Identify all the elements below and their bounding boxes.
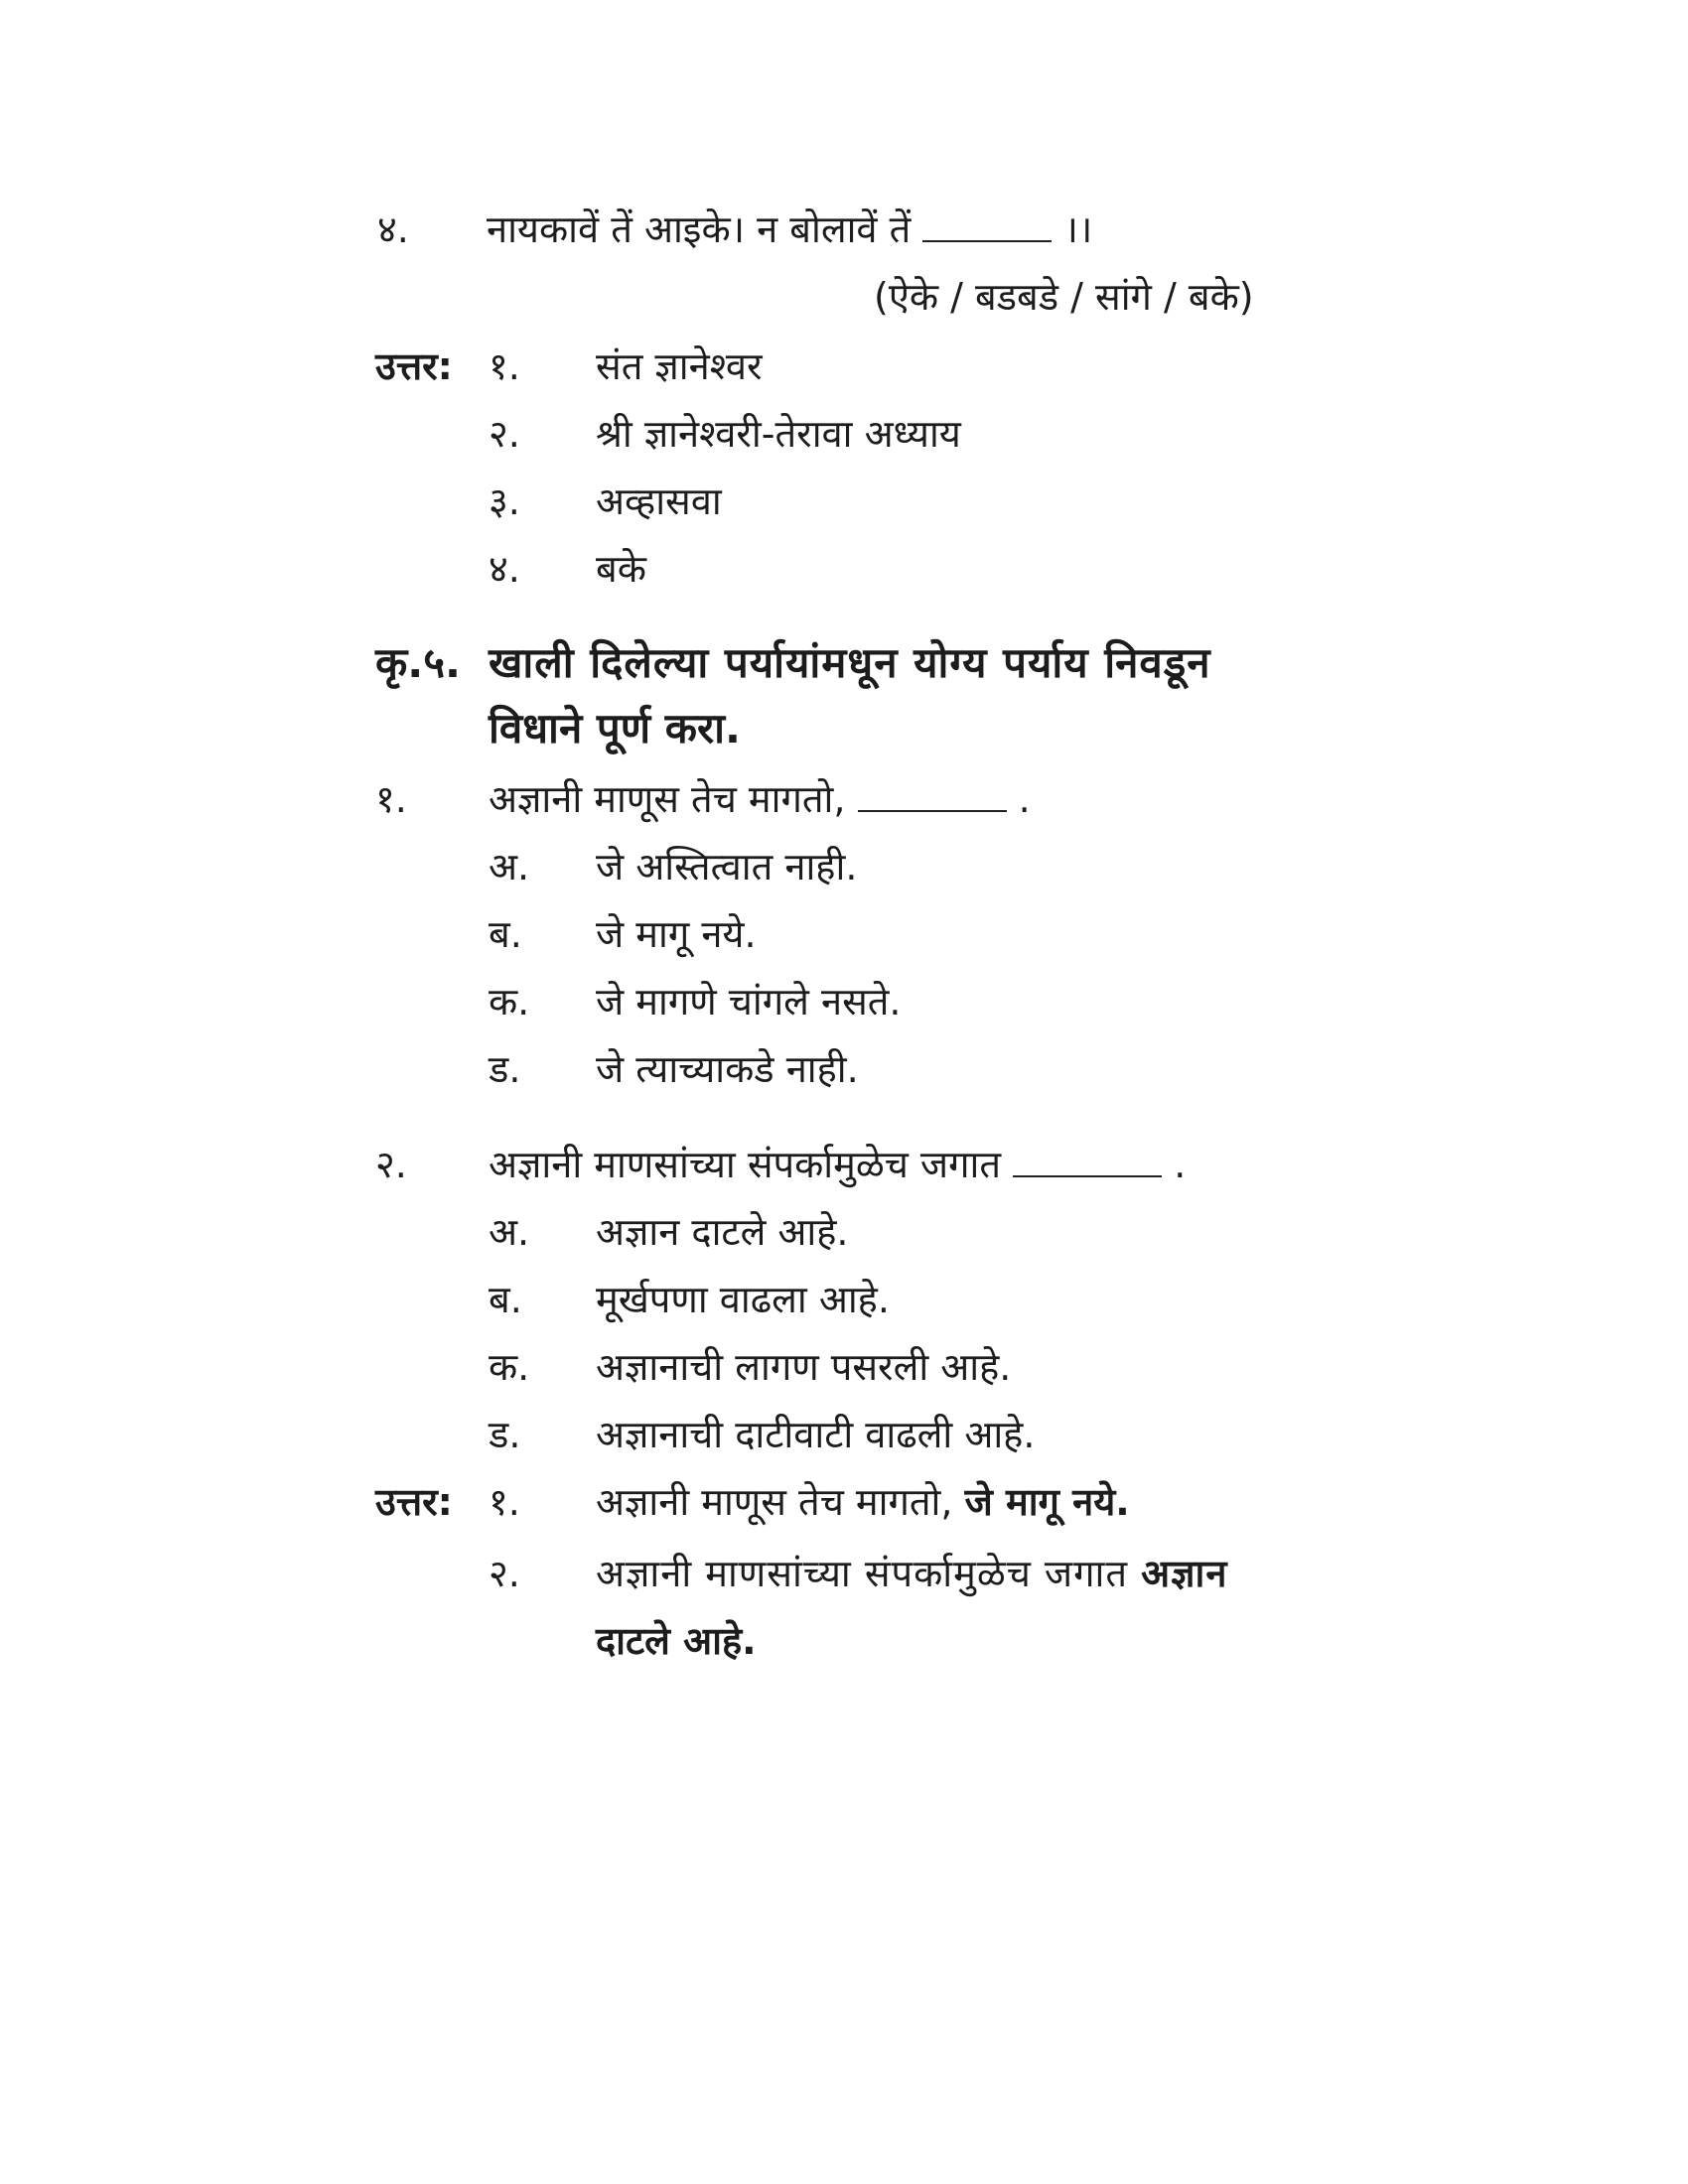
answers2-item-2-text (596, 1551, 1227, 1596)
q2-text-end: . (1174, 1143, 1187, 1186)
answers2-item-2-bold1: अज्ञान (1141, 1552, 1228, 1595)
q2-option-c-key: क. (489, 1345, 530, 1389)
answers2-item-1-bold: जे मागू नये. (964, 1480, 1130, 1524)
answers1-item-1-text: संत ज्ञानेश्वर (596, 344, 763, 388)
q4-text (487, 206, 1092, 252)
answers1-item-4-text: बके (596, 547, 646, 591)
section5-number: कृ.५. (375, 638, 462, 687)
q1-option-c-key: क. (489, 980, 530, 1024)
answers1-item-2-text: श्री ज्ञानेश्वरी-तेरावा अध्याय (596, 412, 961, 456)
q2-number: २. (375, 1143, 407, 1186)
answers2-label: उत्तर: (375, 1480, 453, 1524)
q1-text-main: अज्ञानी माणूस तेच मागतो, (489, 777, 846, 821)
q4-number: ४. (377, 207, 409, 251)
q1-option-d-text: जे त्याच्याकडे नाही. (596, 1047, 859, 1091)
q4-text-end: ।। (1063, 207, 1093, 251)
q1-number: १. (375, 777, 407, 821)
q2-option-c-text: अज्ञानाची लागण पसरली आहे. (596, 1345, 1012, 1389)
q1-text (489, 776, 1031, 822)
q1-blank (858, 780, 1007, 812)
q4-text-main: नायकावें तें आइके। न बोलावें तें (487, 207, 912, 251)
section5-line1: खाली दिलेल्या पर्यायांमधून योग्य पर्याय निवडून (489, 638, 1211, 687)
q2-option-b-text: मूर्खपणा वाढला आहे. (596, 1278, 890, 1321)
q1-option-b-key: ब. (489, 912, 522, 956)
section5-line2: विधाने पूर्ण करा. (489, 704, 741, 752)
q2-option-d-key: ड. (489, 1413, 521, 1456)
q2-text (489, 1142, 1186, 1187)
q1-option-c-text: जे मागणे चांगले नसते. (596, 980, 902, 1024)
q1-option-b-text: जे मागू नये. (596, 912, 757, 956)
q2-text-main: अज्ञानी माणसांच्या संपर्कामुळेच जगात (489, 1143, 1002, 1186)
q1-option-a-text: जे अस्तित्वात नाही. (596, 845, 858, 888)
q4-blank (922, 210, 1052, 242)
answers2-item-1-text (596, 1479, 1130, 1525)
answers1-item-4-num: ४. (489, 547, 520, 591)
q4-options: (ऐके / बडबडे / सांगे / बके) (874, 275, 1254, 319)
answers2-item-2-plain: अज्ञानी माणसांच्या संपर्कामुळेच जगात (596, 1552, 1129, 1595)
q2-option-d-text: अज्ञानाची दाटीवाटी वाढली आहे. (596, 1413, 1036, 1456)
answers1-item-2-num: २. (489, 412, 520, 456)
answers1-item-1-num: १. (489, 344, 520, 388)
q1-text-end: . (1018, 777, 1031, 821)
answers2-item-1-num: १. (489, 1480, 520, 1524)
q2-option-a-text: अज्ञान दाटले आहे. (596, 1210, 849, 1254)
answers2-item-1-plain: अज्ञानी माणूस तेच मागतो, (596, 1480, 953, 1524)
answers2-item-2-num: २. (489, 1552, 520, 1595)
q1-option-a-key: अ. (489, 845, 530, 888)
answers1-item-3-num: ३. (489, 479, 520, 523)
q2-option-b-key: ब. (489, 1278, 522, 1321)
answers1-item-3-text: अव्हासवा (596, 479, 722, 523)
answers2-item-2-bold2: दाटले आहे. (596, 1619, 757, 1663)
answers1-label: उत्तर: (375, 344, 453, 388)
q2-blank (1013, 1146, 1162, 1177)
q1-option-d-key: ड. (489, 1047, 521, 1091)
q2-option-a-key: अ. (489, 1210, 530, 1254)
